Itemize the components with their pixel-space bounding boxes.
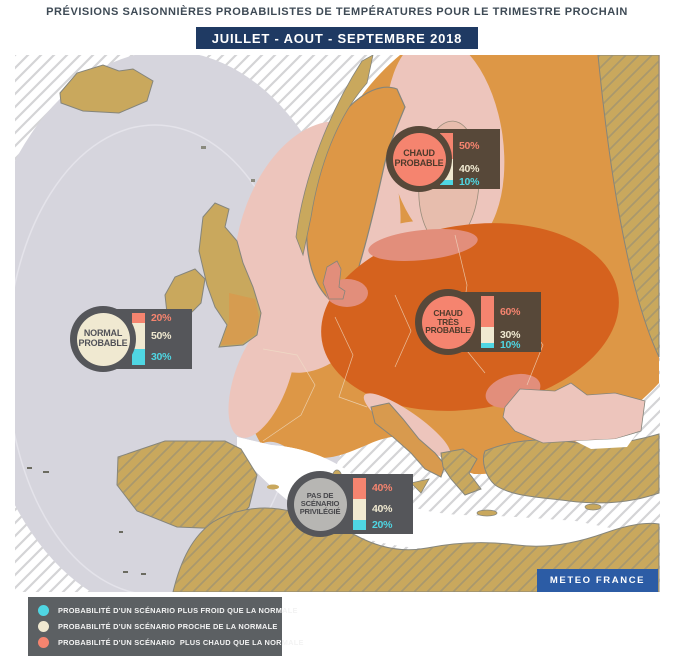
callout-ring [287, 471, 353, 537]
circle-label-line: NORMAL [83, 328, 123, 339]
bar-segment-plus-chaud [481, 296, 494, 327]
legend-item [38, 605, 298, 616]
meteo-france-badge: METEO FRANCE [537, 569, 658, 592]
bar-segment-plus-froid [353, 520, 366, 530]
cold-scenario-dot [38, 605, 49, 616]
probability-label-plus-chaud: 40% [372, 482, 393, 495]
legend-item [38, 621, 278, 632]
probability-label-plus-froid: 10% [459, 176, 480, 189]
circle-label-line: CHAUD [433, 307, 463, 318]
circle-label-line: TRÈS [437, 316, 459, 327]
probability-values [459, 133, 493, 189]
legend-item-label: PROBABILITÉ D'UN SCÉNARIO PROCHE DE LA NORMALE [58, 622, 278, 631]
callout-ring [415, 289, 481, 355]
bar-segment-plus-chaud [132, 313, 145, 323]
normal-scenario-dot [38, 621, 49, 632]
probability-label-plus-chaud: 50% [459, 140, 480, 152]
bar-segment-proche-normale [481, 327, 494, 343]
probability-values [372, 478, 406, 530]
callout-ring [70, 306, 136, 372]
probability-label-plus-froid: 20% [372, 518, 393, 531]
probability-values [500, 296, 534, 352]
callout-circle-label [422, 296, 475, 349]
callout-circle-label [77, 313, 130, 366]
cyprus-island [585, 504, 601, 510]
crete-island [477, 510, 497, 516]
faroe-islands [201, 146, 206, 149]
probability-label-plus-froid: 10% [500, 339, 521, 352]
probability-values [151, 313, 185, 365]
legend [28, 597, 304, 656]
circle-label-line: PRIVILÉGIÉ [299, 507, 341, 517]
circle-label-line: CHAUD [403, 148, 435, 159]
callout-ring [386, 126, 452, 192]
probability-label-plus-froid: 30% [151, 351, 172, 364]
circle-label-line: PROBABLE [425, 325, 471, 336]
bar-segment-plus-chaud [353, 478, 366, 499]
bar-segment-plus-froid [132, 349, 145, 365]
probability-label-proche-normale: 40% [459, 163, 480, 176]
circle-label-line: SCÉNARIO [300, 498, 340, 508]
circle-label-line: PROBABLE [394, 158, 444, 168]
balearic-islands [267, 485, 279, 490]
europe-forecast-map [15, 55, 660, 592]
probability-bar [353, 478, 366, 530]
bar-segment-plus-froid [481, 343, 494, 348]
probability-bar [481, 296, 494, 348]
probability-label-plus-chaud: 60% [500, 305, 521, 318]
circle-label-line: PROBABLE [78, 338, 128, 348]
bar-segment-proche-normale [353, 499, 366, 520]
warm-scenario-dot [38, 637, 49, 648]
probability-label-proche-normale: 30% [500, 329, 521, 341]
legend-item-label: PROBABILITÉ D'UN SCÉNARIO PLUS FROID QUE LA NORMALE [58, 606, 298, 615]
callout-circle-label [294, 478, 347, 531]
legend-item-label: PROBABILITÉ D'UN SCÉNARIO PLUS CHAUD QUE LA NORMALE [58, 638, 304, 647]
circle-label-line: PAS DE [306, 490, 334, 500]
period-banner: JUILLET - AOUT - SEPTEMBRE 2018 [196, 27, 478, 49]
probability-label-proche-normale: 40% [372, 503, 393, 516]
probability-label-plus-chaud: 20% [151, 312, 172, 325]
probability-label-proche-normale: 50% [151, 330, 172, 343]
shetland-islands [251, 179, 255, 182]
callout-circle-label [393, 133, 446, 186]
page-title: PRÉVISIONS SAISONNIÈRES PROBABILISTES DE TEMPÉRATURES POUR LE TRIMESTRE PROCHAIN [46, 6, 628, 18]
legend-item [38, 637, 304, 648]
period-banner-row [0, 27, 674, 49]
